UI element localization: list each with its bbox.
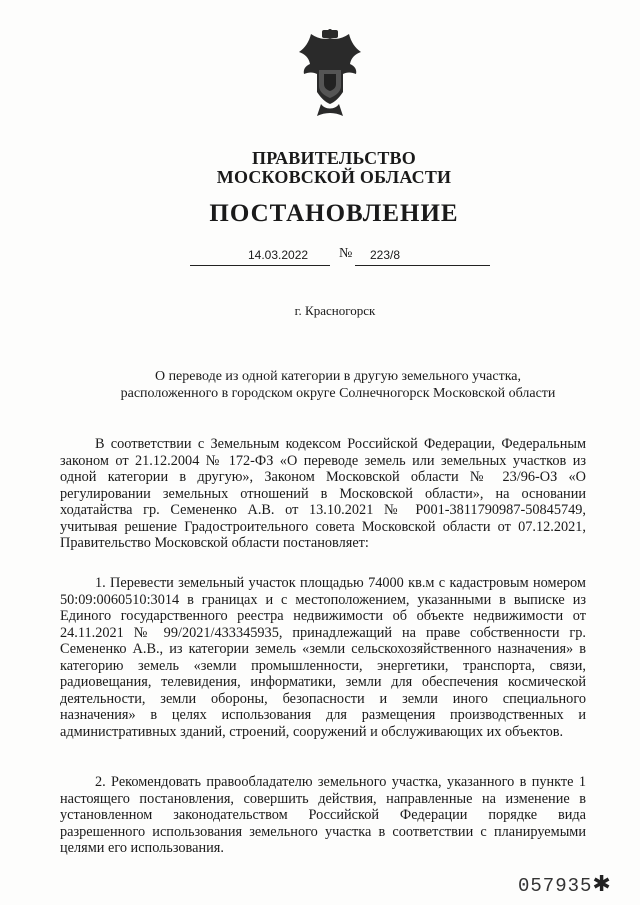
document-number: 223/8 [370,248,401,262]
serial-number-stamp [518,872,612,897]
government-title-line1: ПРАВИТЕЛЬСТВО [252,148,416,168]
government-title-line2: МОСКОВСКОЙ ОБЛАСТИ [216,167,452,187]
preamble-paragraph: В соответствии с Земельным кодексом Российской Федерации, Федеральным законом от 21.12.2004 № 172-ФЗ «О переводе земель или земельных участков из одной категории в другую», Законом Московской области № 23/96-ОЗ «О регулировании земельных отношений в Московской области», на основании ходатайства гр. Семененко А.В. от 13.10.2021 № Р001-3811790987-50845749, учитывая решение Градостроительного совета Московской области от 07.12.2021, Правительство Московской области постановляет: [60,436,586,551]
number-underline [355,265,490,266]
document-subject [88,368,588,402]
document-date: 14.03.2022 [248,248,309,262]
coat-of-arms-icon [295,28,365,118]
date-underline [190,265,330,266]
subject-line1: О переводе из одной категории в другую земельного участка, [154,369,522,384]
document-type: ПОСТАНОВЛЕНИЕ [209,200,459,227]
number-sign: № [339,246,353,261]
clause-1-paragraph: 1. Перевести земельный участок площадью 74000 кв.м с кадастровым номером 50:09:0060510:3014 в границах и с местоположением, указанными в выписке из Единого государственного реестра недвижимости об объекте недвижимости от 24.11.2021 № 99/2021/433345935, принадлежащий на праве собственности гр. Семененко А.В., из категории земель «земли сельскохозяйственного назначения» в категорию земель «земли промышленности, энергетики, транспорта, связи, радиовещания, телевидения, информатики, земли для обеспечения космической деятельности, земли обороны, безопасности и земли иного специального назначения» в целях использования для размещения производственных и административных зданий, строений, сооружений и обслуживающих их объектов. [60,575,586,740]
star-icon: ✱ [592,872,612,897]
serial-number: 057935 [518,875,593,897]
clause-2-paragraph: 2. Рекомендовать правообладателю земельного участка, указанного в пункте 1 настоящего постановления, совершить действия, направленные на изменение в установленном законодательством Российской Федерации порядке вида разрешенного использования земельного участка в соответствии с планируемыми целями его использования. [60,774,586,856]
date-number-line [190,248,495,268]
city: г. Красногорск [294,303,376,318]
subject-line2: расположенного в городском округе Солнечногорск Московской области [120,386,556,401]
